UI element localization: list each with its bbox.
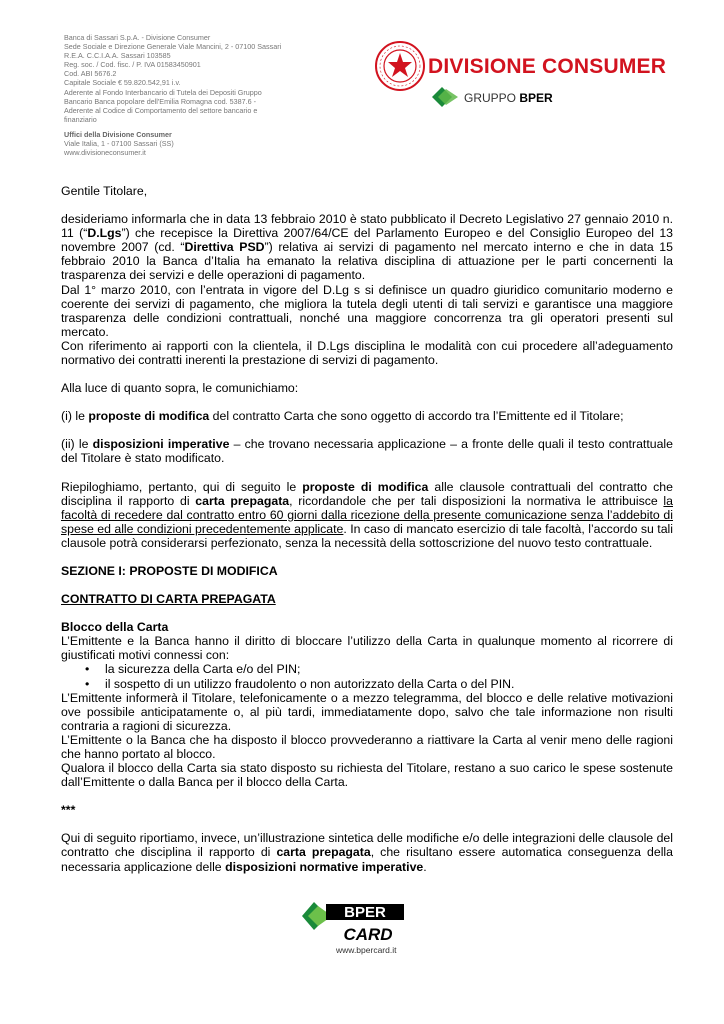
bpercard-top-text: BPER [344, 904, 386, 921]
office-line: Viale Italia, 1 - 07100 Sassari (SS) [64, 139, 174, 149]
text-run-bold: proposte di modifica [302, 479, 429, 494]
text-run: (i) le [61, 409, 89, 424]
sender-line: Aderente al Fondo Interbancario di Tutela dei Depositi Gruppo [64, 87, 262, 97]
contract-title-text: CONTRATTO DI CARTA PREPAGATA [61, 592, 276, 607]
text-run: Qui di seguito riportiamo, invece, un’illustrazione sintetica delle modifiche e/o delle integrazioni delle clausole del contratto che disciplina il rapporto di [61, 831, 673, 860]
letter-body [61, 184, 673, 874]
block-paragraph: L’Emittente informerà il Titolare, telefonicamente o a mezzo telegramma, del blocco e delle relative motivazioni ove possibile anticipatamente o, al più tardi, immediatamente dopo, salvo che tale informazione non risulti contraria a ragioni di sicurezza. [61, 690, 673, 733]
text-run-underlined: la facoltà di recedere dal contratto entro 60 giorni dalla ricezione della presente comunicazione senza l’addebito di spese ed alle condizioni precedentemente applicate [61, 493, 673, 536]
sender-line: finanziario [64, 114, 97, 124]
bper-diamond-icon [430, 86, 460, 108]
item-i [61, 409, 673, 423]
block-paragraph: L’Emittente o la Banca che ha disposto il blocco provvederanno a riattivare la Carta al venir meno delle ragioni che hanno portato al blocco. [61, 732, 673, 761]
text-run: . [423, 859, 427, 874]
text-run: Riepiloghiamo, pertanto, qui di seguito le [61, 479, 303, 494]
section-title [61, 564, 673, 578]
sender-line: Aderente al Codice di Comportamento del settore bancario e [64, 105, 258, 115]
paragraph-intro [61, 212, 673, 282]
text-run: del contratto Carta che sono oggetto di accordo tra l’Emittente ed il Titolare; [209, 409, 624, 424]
paragraph-comunichiamo: Alla luce di quanto sopra, le comunichiamo: [61, 381, 299, 396]
brand-name: DIVISIONE CONSUMER [428, 55, 667, 78]
paragraph-rapporti: Con riferimento ai rapporti con la clientela, il D.Lgs disciplina le modalità con cui procedere all’adeguamento normativo dei contratti inerenti la prestazione di servizi di pagamento. [61, 338, 673, 368]
block-title [61, 620, 673, 634]
text-run-bold: Direttiva PSD [184, 240, 265, 255]
text-run: , ricordandole che per tali disposizioni la normativa le attribuisce [289, 493, 664, 508]
text-run-bold: carta prepagata [276, 845, 371, 860]
bullet-list [61, 662, 673, 690]
group-prefix: GRUPPO [464, 91, 520, 105]
divisione-consumer-logo [372, 38, 672, 118]
paragraph-dlgs: Dal 1° marzo 2010, con l’entrata in vigore del D.Lg s si definisce un quadro giuridico comunitario moderno e coerente dei servizi di pagamento, che migliora la tutela degli utenti di tali servizi e garantisce una maggiore trasparenza delle condizioni contrattuali, nonché una maggiore concorrenza tra gli operatori presenti sul mercato. [61, 282, 673, 339]
text-run: . In caso di mancato esercizio di tale facoltà, l’accordo su tali clausole potrà considerarsi perfezionato, senza la necessità della sottoscrizione del nuovo testo contrattuale. [61, 521, 673, 550]
sender-line: Sede Sociale e Direzione Generale Viale Mancini, 2 - 07100 Sassari [64, 42, 282, 52]
text-run: alle clausole contrattuali del contratto che disciplina il rapporto di [61, 479, 673, 508]
office-title: Uffici della Divisione Consumer [64, 129, 172, 139]
text-run-bold: proposte di modifica [88, 409, 210, 424]
text-run: , che risultano essere automatica conseguenza della necessaria applicazione delle [61, 845, 673, 874]
text-run-bold: disposizioni imperative [92, 437, 230, 452]
separator [61, 803, 673, 817]
bpercard-logo-icon [298, 898, 408, 944]
footer-url: www.bpercard.it [336, 945, 397, 955]
text-run-bold: disposizioni normative imperative [225, 859, 424, 874]
text-run: ”) che recepisce la Direttiva 2007/64/CE del Parlamento Europeo e del Consiglio Europeo del 13 novembre 2007 (cd. “ [61, 226, 673, 255]
list-item: • la sicurezza della Carta e/o del PIN; [61, 662, 673, 676]
sender-line: Banca di Sassari S.p.A. - Divisione Consumer [64, 33, 211, 42]
block-paragraph: Qualora il blocco della Carta sia stato disposto su richiesta del Titolare, restano a suo carico le spese sostenute dall’Emittente o dalla Banca per il blocco della Carta. [61, 761, 673, 790]
list-item: • il sospetto di un utilizzo fraudolento o non autorizzato della Carta o del PIN. [61, 677, 673, 691]
separator-text: *** [61, 803, 76, 818]
text-run: (ii) le [61, 437, 93, 452]
office-line: www.divisioneconsumer.it [64, 148, 146, 158]
item-ii [61, 437, 673, 465]
contract-title [61, 592, 673, 606]
text-run-bold: D.Lgs [87, 226, 122, 241]
greeting: Gentile Titolare, [61, 184, 148, 198]
block-title-text: Blocco della Carta [61, 620, 169, 635]
sender-line: Capitale Sociale € 59.820.542,91 i.v. [64, 78, 181, 88]
banca-sassari-seal-icon [374, 40, 426, 92]
paragraph-riepilogo [61, 480, 673, 550]
section-title-text: SEZIONE I: PROPOSTE DI MODIFICA [61, 563, 278, 578]
text-run: – che trovano necessaria applicazione – a fronte delle quali il testo contrattuale del Titolare è stato modificato. [61, 437, 673, 466]
sender-line: Cod. ABI 5676.2 [64, 69, 117, 79]
text-run: desideriamo informarla che in data 13 febbraio 2010 è stato pubblicato il Decreto Legislativo 27 gennaio 2010 n. 11 (“ [61, 212, 673, 241]
block-paragraph: L’Emittente e la Banca hanno il diritto di bloccare l’utilizzo della Carta in qualunque momento al ricorrere di giustificati motivi connessi con: [61, 634, 673, 663]
sender-line: Reg. soc. / Cod. fisc. / P. IVA 01583450901 [64, 60, 201, 70]
bpercard-bottom-text: CARD [343, 925, 393, 944]
text-run-bold: carta prepagata [195, 493, 290, 508]
group-name: BPER [519, 91, 553, 105]
paragraph-final [61, 831, 673, 873]
sender-line: Bancario Banca popolare dell'Emilia Romagna cod. 5387.6 - [64, 96, 256, 106]
sender-line: R.E.A. C.C.I.A.A. Sassari 103585 [64, 51, 171, 61]
text-run: ”) relativa ai servizi di pagamento nel mercato interno e che in data 15 febbraio 2010 la Banca d’Italia ha emanato la relativa disciplina di attuazione per le parti concernenti la trasparenza dei servizi e delle operazioni di pagamento. [61, 240, 673, 283]
sender-info [64, 33, 304, 157]
